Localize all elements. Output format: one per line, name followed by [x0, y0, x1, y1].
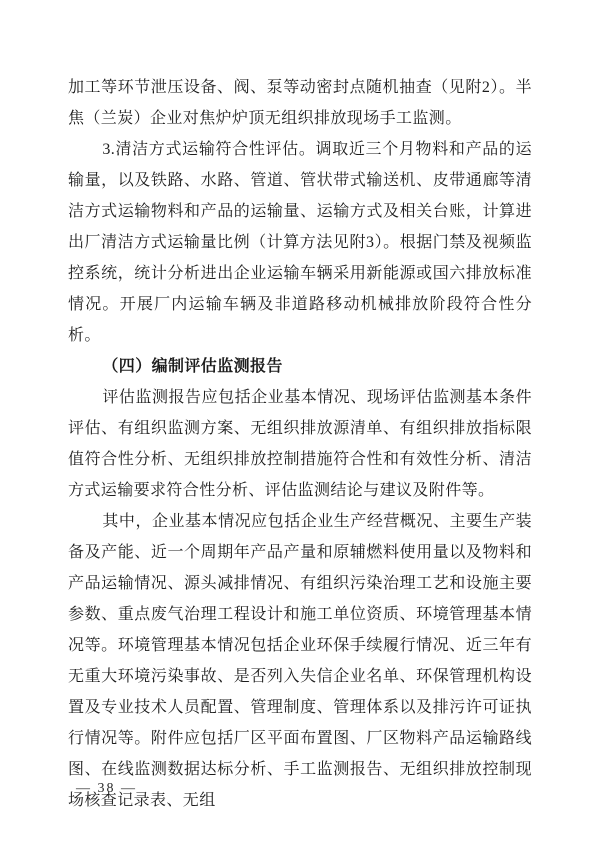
section-heading: （四）编制评估监测报告	[102, 358, 283, 375]
page-number: — 38 —	[76, 781, 137, 796]
page-footer	[76, 780, 137, 798]
paragraph-report-contents: 评估监测报告应包括企业基本情况、现场评估监测基本条件评估、有组织监测方案、无组织排放源清单、有组织排放指标限值符合性分析、无组织排放控制措施符合性和有效性分析、清洁方式运输要求符合性分析、评估监测结论与建议及附件等。	[68, 389, 532, 499]
page-body	[68, 72, 532, 816]
paragraph-clean-transport-evaluation: 3.清洁方式运输符合性评估。调取近三个月物料和产品的运输量，以及铁路、水路、管道、管状带式输送机、皮带通廊等清洁方式运输物料和产品的运输量、运输方式及相关台账，计算进出厂清洁方式运输量比例（计算方法见附3）。根据门禁及视频监控系统，统计分析进出企业运输车辆采用新能源或国六排放标准情况。开展厂内运输车辆及非道路移动机械排放阶段符合性分析。	[68, 141, 532, 344]
paragraph-continuation: 加工等环节泄压设备、阀、泵等动密封点随机抽查（见附2）。半焦（兰炭）企业对焦炉炉顶无组织排放现场手工监测。	[68, 79, 532, 127]
paragraph-enterprise-basics: 其中，企业基本情况应包括企业生产经营概况、主要生产装备及产能、近一个周期年产品产量和原辅燃料使用量以及物料和产品运输情况、源头减排情况、有组织污染治理工艺和设施主要参数、重点废气治理工程设计和施工单位资质、环境管理基本情况等。环境管理基本情况包括企业环保手续履行情况、近三年有无重大环境污染事故、是否列入失信企业名单、环保管理机构设置及专业技术人员配置、管理制度、管理体系以及排污许可证执行情况等。附件应包括厂区平面布置图、厂区物料产品运输路线图、在线监测数据达标分析、手工监测报告、无组织排放控制现场核查记录表、无组	[68, 513, 532, 809]
